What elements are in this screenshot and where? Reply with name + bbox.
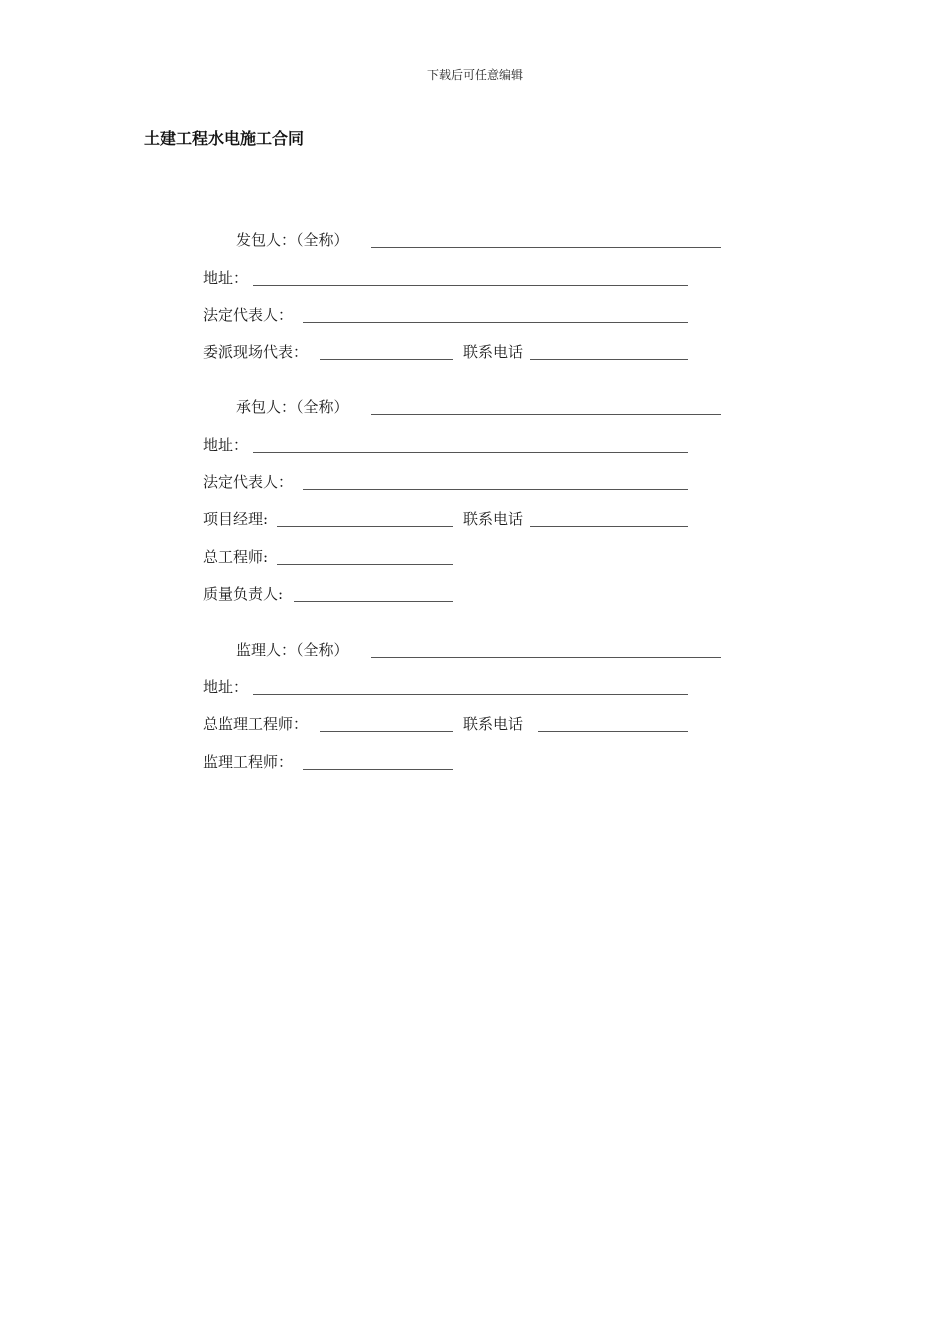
header-note: 下载后可任意编辑 <box>426 68 523 82</box>
contractor-chief-engineer-label: 总工程师: <box>203 548 269 566</box>
supervisor-phone-label: 联系电话 <box>463 715 524 733</box>
employer-address-label: 地址： <box>203 269 249 287</box>
contractor-pm-row <box>0 508 950 530</box>
supervisor-row <box>0 639 950 661</box>
contractor-legal-rep-row <box>0 471 950 493</box>
contractor-quality-label: 质量负责人: <box>203 585 284 603</box>
contractor-name-field[interactable] <box>371 414 721 415</box>
supervisor-name-field[interactable] <box>371 657 721 658</box>
employer-site-rep-field[interactable] <box>320 359 453 360</box>
contractor-label: 承包人：（全称） <box>236 398 349 416</box>
employer-address-field[interactable] <box>253 285 688 286</box>
supervisor-engineer-field[interactable] <box>303 769 453 770</box>
employer-site-rep-row <box>0 341 950 363</box>
contractor-pm-field[interactable] <box>277 526 453 527</box>
contractor-phone-label: 联系电话 <box>463 510 524 528</box>
contractor-chief-engineer-row <box>0 546 950 568</box>
supervisor-chief-field[interactable] <box>320 731 453 732</box>
contractor-legal-rep-label: 法定代表人： <box>203 473 294 491</box>
supervisor-engineer-row <box>0 751 950 773</box>
employer-legal-rep-field[interactable] <box>303 322 688 323</box>
supervisor-address-field[interactable] <box>253 694 688 695</box>
employer-phone-label: 联系电话 <box>463 343 524 361</box>
supervisor-phone-field[interactable] <box>538 731 688 732</box>
contractor-phone-field[interactable] <box>530 526 688 527</box>
contractor-address-row <box>0 434 950 456</box>
contractor-quality-field[interactable] <box>294 601 453 602</box>
supervisor-chief-label: 总监理工程师： <box>203 715 309 733</box>
contractor-chief-engineer-field[interactable] <box>277 564 453 565</box>
supervisor-address-label: 地址： <box>203 678 249 696</box>
employer-legal-rep-row <box>0 304 950 326</box>
contractor-pm-label: 项目经理: <box>203 510 269 528</box>
employer-name-field[interactable] <box>371 247 721 248</box>
contractor-row <box>0 396 950 418</box>
employer-label: 发包人：（全称） <box>236 231 349 249</box>
employer-legal-rep-label: 法定代表人： <box>203 306 294 324</box>
employer-row <box>0 229 950 251</box>
employer-address-row <box>0 267 950 289</box>
supervisor-label: 监理人：（全称） <box>236 641 349 659</box>
contractor-address-field[interactable] <box>253 452 688 453</box>
employer-site-rep-label: 委派现场代表： <box>203 343 309 361</box>
contractor-address-label: 地址： <box>203 436 249 454</box>
supervisor-address-row <box>0 676 950 698</box>
contractor-legal-rep-field[interactable] <box>303 489 688 490</box>
supervisor-engineer-label: 监理工程师： <box>203 753 294 771</box>
contractor-quality-row <box>0 583 950 605</box>
employer-phone-field[interactable] <box>530 359 688 360</box>
supervisor-chief-row <box>0 713 950 735</box>
page-title: 土建工程水电施工合同 <box>144 129 305 148</box>
